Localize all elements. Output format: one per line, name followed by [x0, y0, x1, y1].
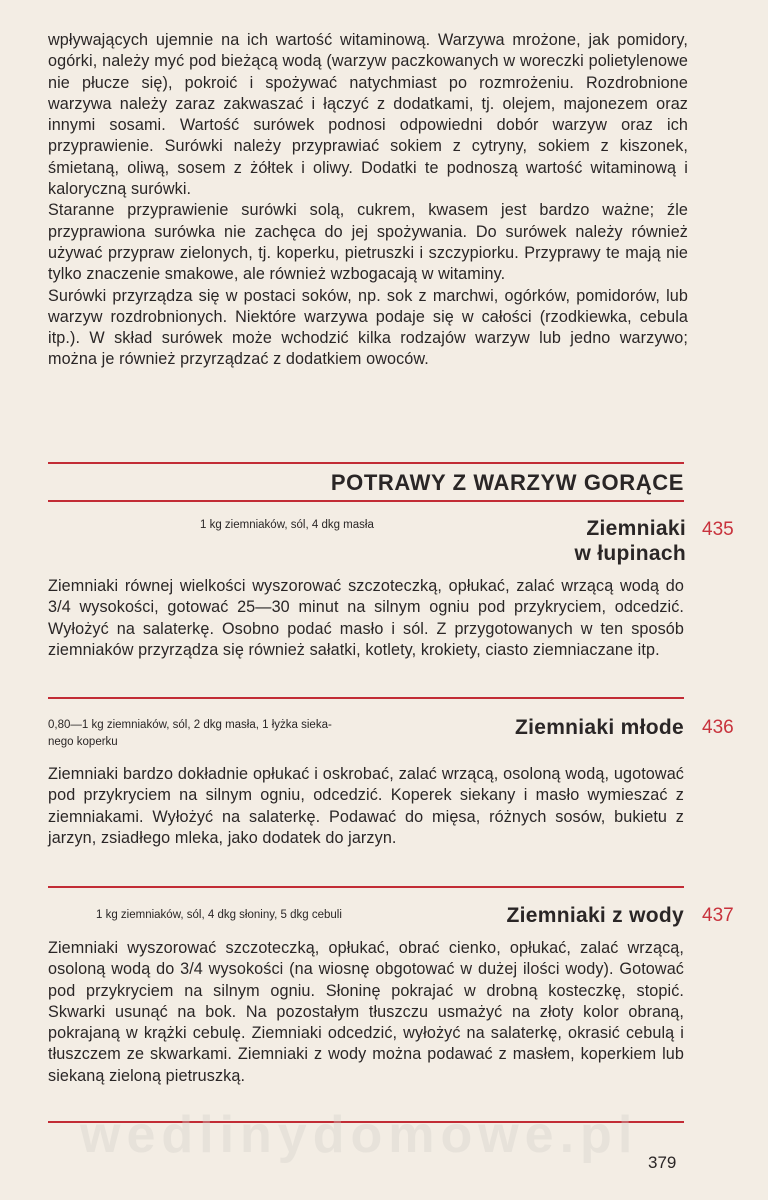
recipe-436-text: Ziemniaki bardzo dokładnie opłukać i oskrobać, zalać wrzącą, osoloną wodą, ugotować pod przykryciem na silnym ogniu, odcedzić. Koperek siekany i masło wymieszać z ziemniakami. Wyłożyć na salaterkę. Podawać do mięsa, różnych sosów, bukietu z jarzyn, zsiadłego mleka, jako dodatek do jarzyn.: [48, 765, 684, 847]
recipe-435-text: Ziemniaki równej wielkości wyszorować szczoteczką, opłukać, zalać wrzącą wodą do 3/4 wysokości, gotować 25—30 minut na silnym ogniu pod przykryciem, odcedzić. Wyłożyć na salaterkę. Osobno podać masło i sól. Z przygotowanych w ten sposób ziemniaków przyrządza się również sałatki, kotlety, krokiety, ciasto ziemniaczane itp.: [48, 577, 684, 659]
intro-text: [48, 30, 688, 371]
recipe-436-rule: [48, 886, 684, 888]
recipe-435-title: [574, 516, 686, 566]
section-rule-bottom: [48, 500, 684, 502]
intro-paragraph-3: Surówki przyrządza się w postaci soków, np. sok z marchwi, ogórków, pomidorów, lub warzyw rozdrobnionych. Niektóre warzywa podaje się w całości (rzodkiewka, cebula itp.). W skład surówek może wchodzić kilka rodzajów warzyw lub jedno warzywo; można je również przyrządzać z dodatkiem owoców.: [48, 286, 688, 369]
recipe-436-ingredients: [48, 717, 332, 751]
section-rule-top: [48, 462, 684, 464]
intro-paragraph-1: wpływających ujemnie na ich wartość witaminową. Warzywa mrożone, jak pomidory, ogórki, należy myć pod bieżącą wodą (warzyw paczkowanych w woreczki polietylenowe nie płucze się), pokroić i spożywać natychmiast po rozmrożeniu. Rozdrobnione warzywa należy zaraz zakwaszać i łączyć z dodatkami, tj. olejem, majonezem oraz innymi sosami. Wartość surówek podnosi odpowiedni dobór warzyw oraz ich przyprawienie. Surówki należy przyprawiać sokiem z cytryny, sokiem z kiszonek, śmietaną, oliwą, sosem z żółtek i oliwy. Dodatki te podnoszą wartość witaminową i kaloryczną surówki.: [48, 31, 688, 199]
recipe-435-rule: [48, 697, 684, 699]
recipe-436-title: Ziemniaki młode: [514, 716, 684, 739]
recipe-437-text: Ziemniaki wyszorować szczoteczką, opłukać, obrać cienko, opłukać, zalać wrzącą, osoloną wodą do 3/4 wysokości (na wiosnę obgotować w dużej ilości wody). Gotować pod przykryciem na silnym ogniu. Słoninę pokrajać w drobną kosteczkę, stopić. Skwarki usunąć na bok. Na pozostałym tłuszczu usmażyć na złoty kolor obraną, pokrajaną w krążki cebulę. Ziemniaki odcedzić, wyłożyć na salaterkę, okrasić cebulą i tłuszczem ze skwarkami. Ziemniaki z wody można podawać z masłem, koperkiem lub siekaną zieloną pietruszką.: [48, 939, 684, 1085]
recipe-435-number: 435: [702, 519, 734, 540]
recipe-437-title: Ziemniaki z wody: [506, 904, 684, 927]
recipe-435-title-line2: w łupinach: [574, 542, 686, 565]
recipe-436-ingredients-line2: nego koperku: [48, 736, 118, 748]
watermark: wedlinydomowe.pl: [80, 1106, 639, 1164]
section-title: POTRAWY Z WARZYW GORĄCE: [330, 470, 684, 495]
page-number: 379: [648, 1153, 677, 1172]
recipe-435-ingredients: 1 kg ziemniaków, sól, 4 dkg masła: [200, 519, 374, 531]
recipe-437-ingredients: 1 kg ziemniaków, sól, 4 dkg słoniny, 5 dkg cebuli: [96, 909, 342, 921]
intro-paragraph-2: Staranne przyprawienie surówki solą, cukrem, kwasem jest bardzo ważne; źle przyprawiona surówka nie zachęca do jej spożywania. Do surówek należy również używać przypraw zielonych, tj. koperku, pietruszki i szczypiorku. Przyprawy te mają nie tylko znaczenie smakowe, ale również wzbogacają w witaminy.: [48, 201, 688, 284]
recipe-435-title-line1: Ziemniaki: [586, 517, 686, 540]
recipe-436-number: 436: [702, 717, 734, 738]
recipe-437-number: 437: [702, 905, 734, 926]
recipe-436-ingredients-line1: 0,80—1 kg ziemniaków, sól, 2 dkg masła, 1 łyżka sieka-: [48, 719, 332, 731]
